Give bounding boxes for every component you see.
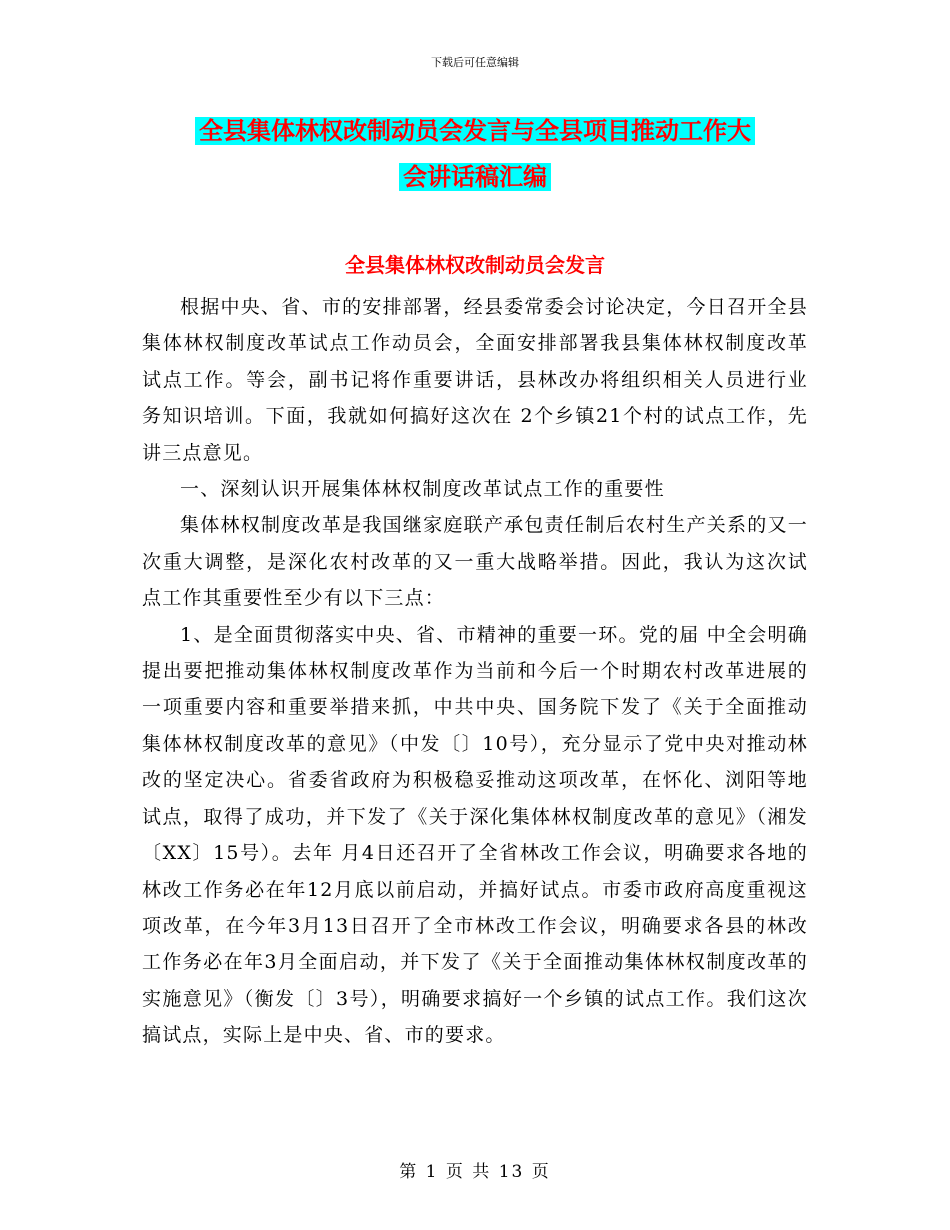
paragraph: 根据中央、省、市的安排部署，经县委常委会讨论决定，今日召开全县集体林权制度改革试点工作动员会，全面安排部署我县集体林权制度改革试点工作。等会，副书记将作重要讲话，县林改办将组织相关人员进行业务知识培训。下面，我就如何搞好这次在 2个乡镇21个村的试点工作，先讲三点意见。 xyxy=(142,296,808,464)
paragraph-heading: 一、深刻认识开展集体林权制度改革试点工作的重要性 xyxy=(180,478,665,501)
paragraph: 集体林权制度改革是我国继家庭联产承包责任制后农村生产关系的又一次重大调整，是深化农村改革的又一重大战略举措。因此，我认为这次试点工作其重要性至少有以下三点： xyxy=(142,514,808,610)
document-body xyxy=(142,289,808,1054)
section-title: 全县集体林权改制动员会发言 xyxy=(345,253,605,277)
document-title-line-2: 会讲话稿汇编 xyxy=(399,163,551,191)
document-title xyxy=(142,108,808,200)
page-number: 第 1 页 共 13 页 xyxy=(399,1162,551,1182)
page-header-note: 下载后可任意编辑 xyxy=(431,56,519,69)
document-title-line-1: 全县集体林权改制动员会发言与全县项目推动工作大 xyxy=(195,117,755,145)
paragraph: 1、是全面贯彻落实中央、省、市精神的重要一环。党的届 中全会明确提出要把推动集体林权制度改革作为当前和今后一个时期农村改革进展的一项重要内容和重要举措来抓，中共中央、国务院下发了《关于全面推动集体林权制度改革的意见》（中发〔〕10号），充分显示了党中央对推动林改的坚定决心。省委省政府为积极稳妥推动这项改革，在怀化、浏阳等地试点，取得了成功，并下发了《关于深化集体林权制度改革的意见》（湘发〔XX〕15号）。去年 月4日还召开了全省林改工作会议，明确要求各地的林改工作务必在年12月底以前启动，并搞好试点。市委市政府高度重视这项改革，在今年3月13日召开了全市林改工作会议，明确要求各县的林改工作务必在年3月全面启动，并下发了《关于全面推动集体林权制度改革的实施意见》（衡发〔〕3号），明确要求搞好一个乡镇的试点工作。我们这次搞试点，实际上是中央、省、市的要求。 xyxy=(142,623,808,1047)
